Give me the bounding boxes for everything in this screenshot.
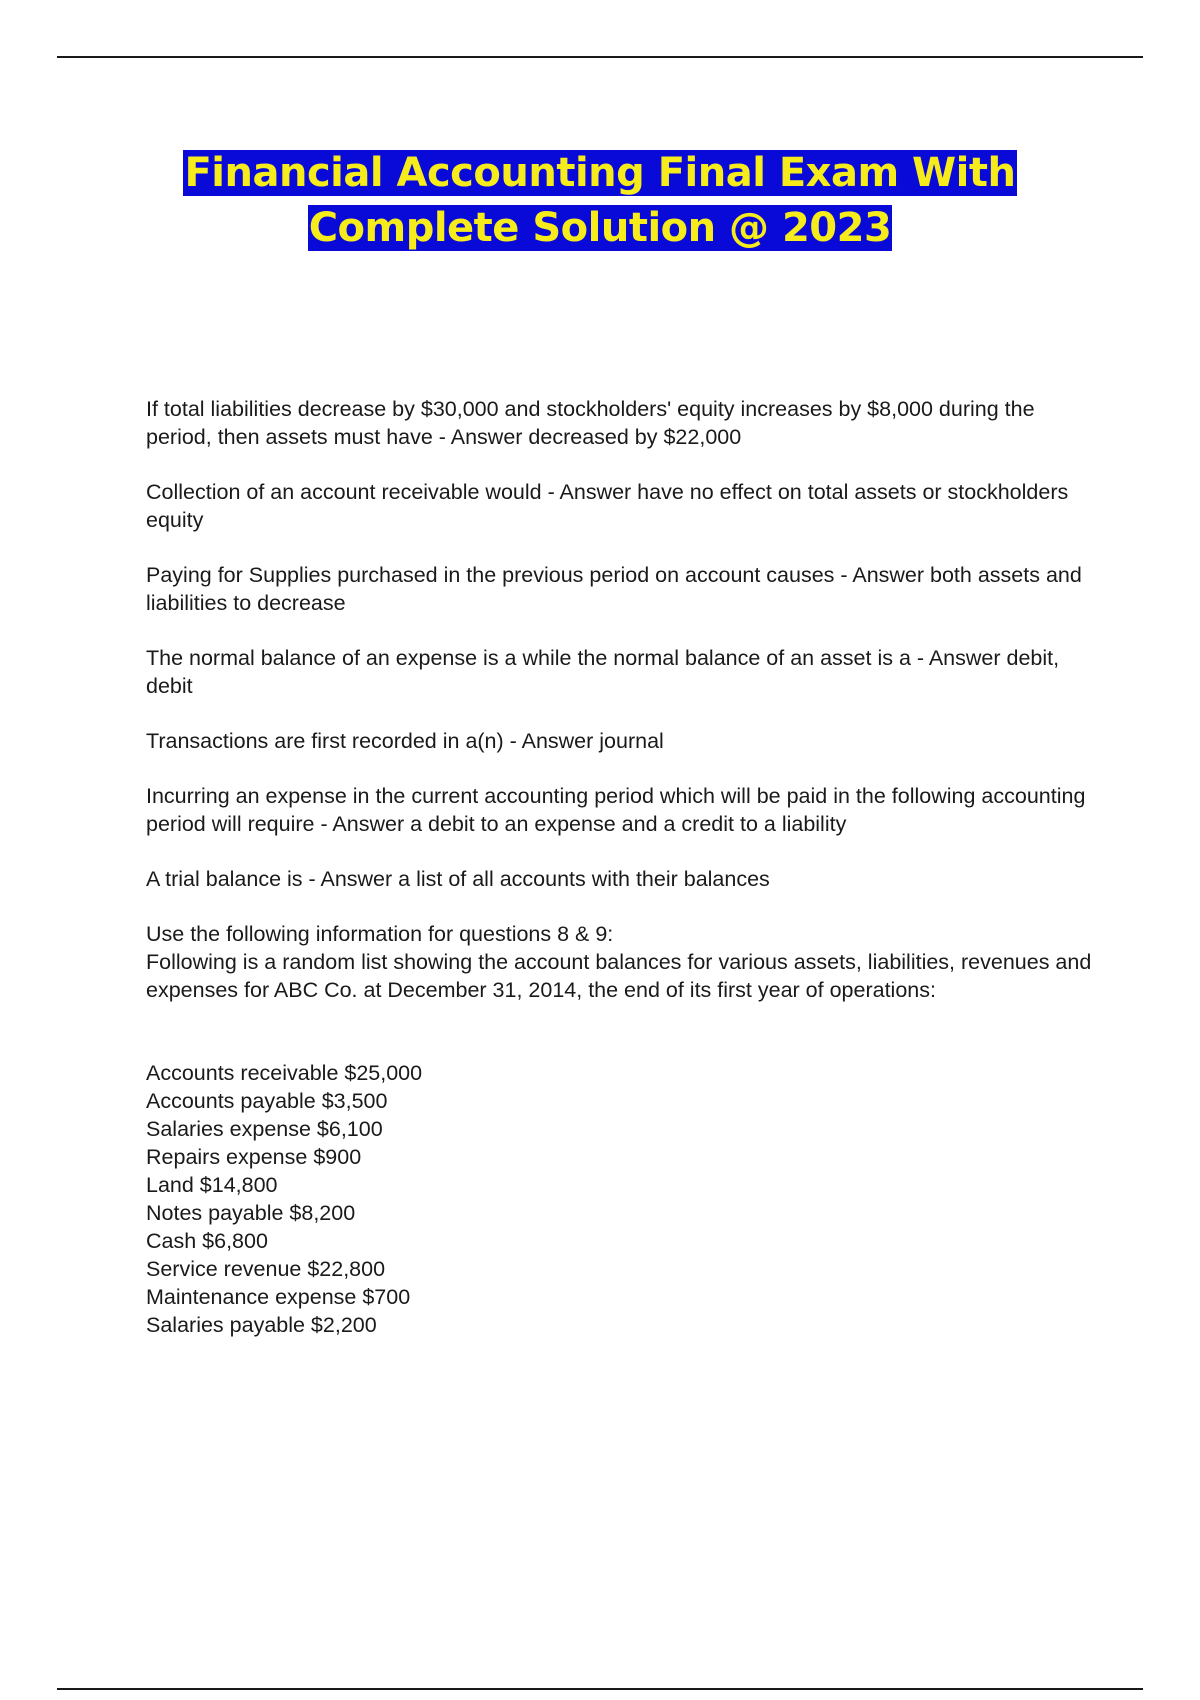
document-title [0,146,1200,256]
balance-item: Repairs expense $900 [146,1145,362,1169]
question-1: If total liabilities decrease by $30,000 and stockholders' equity increases by $8,000 during the period, then assets must have - Answer decreased by $22,000 [146,397,1035,449]
document-body [146,395,1106,1339]
balance-item: Cash $6,800 [146,1229,268,1253]
balance-item: Salaries expense $6,100 [146,1117,383,1141]
info-block [146,920,1106,1004]
balance-item: Notes payable $8,200 [146,1201,356,1225]
question-3: Paying for Supplies purchased in the previous period on account causes - Answer both assets and liabilities to decrease [146,563,1082,615]
balance-item: Maintenance expense $700 [146,1285,411,1309]
header-rule [57,56,1143,58]
balance-item: Land $14,800 [146,1173,278,1197]
info-text: Following is a random list showing the account balances for various assets, liabilities, revenues and expenses for ABC Co. at December 31, 2014, the end of its first year of operations: [146,950,1092,1002]
balance-item: Accounts payable $3,500 [146,1089,388,1113]
balance-item: Service revenue $22,800 [146,1257,386,1281]
balance-item: Accounts receivable $25,000 [146,1061,423,1085]
question-4: The normal balance of an expense is a while the normal balance of an asset is a - Answer debit, debit [146,646,1060,698]
account-balances-list [146,1059,1106,1339]
title-line-2: Complete Solution @ 2023 [308,205,892,251]
info-intro: Use the following information for questions 8 & 9: [146,922,614,946]
question-6: Incurring an expense in the current accounting period which will be paid in the following accounting period will require - Answer a debit to an expense and a credit to a liability [146,784,1086,836]
balance-item: Salaries payable $2,200 [146,1313,377,1337]
title-line-1: Financial Accounting Final Exam With [184,150,1016,196]
question-5: Transactions are first recorded in a(n) - Answer journal [146,729,664,753]
footer-rule [57,1688,1143,1690]
question-2: Collection of an account receivable would - Answer have no effect on total assets or stockholders equity [146,480,1069,532]
question-7: A trial balance is - Answer a list of all accounts with their balances [146,867,770,891]
